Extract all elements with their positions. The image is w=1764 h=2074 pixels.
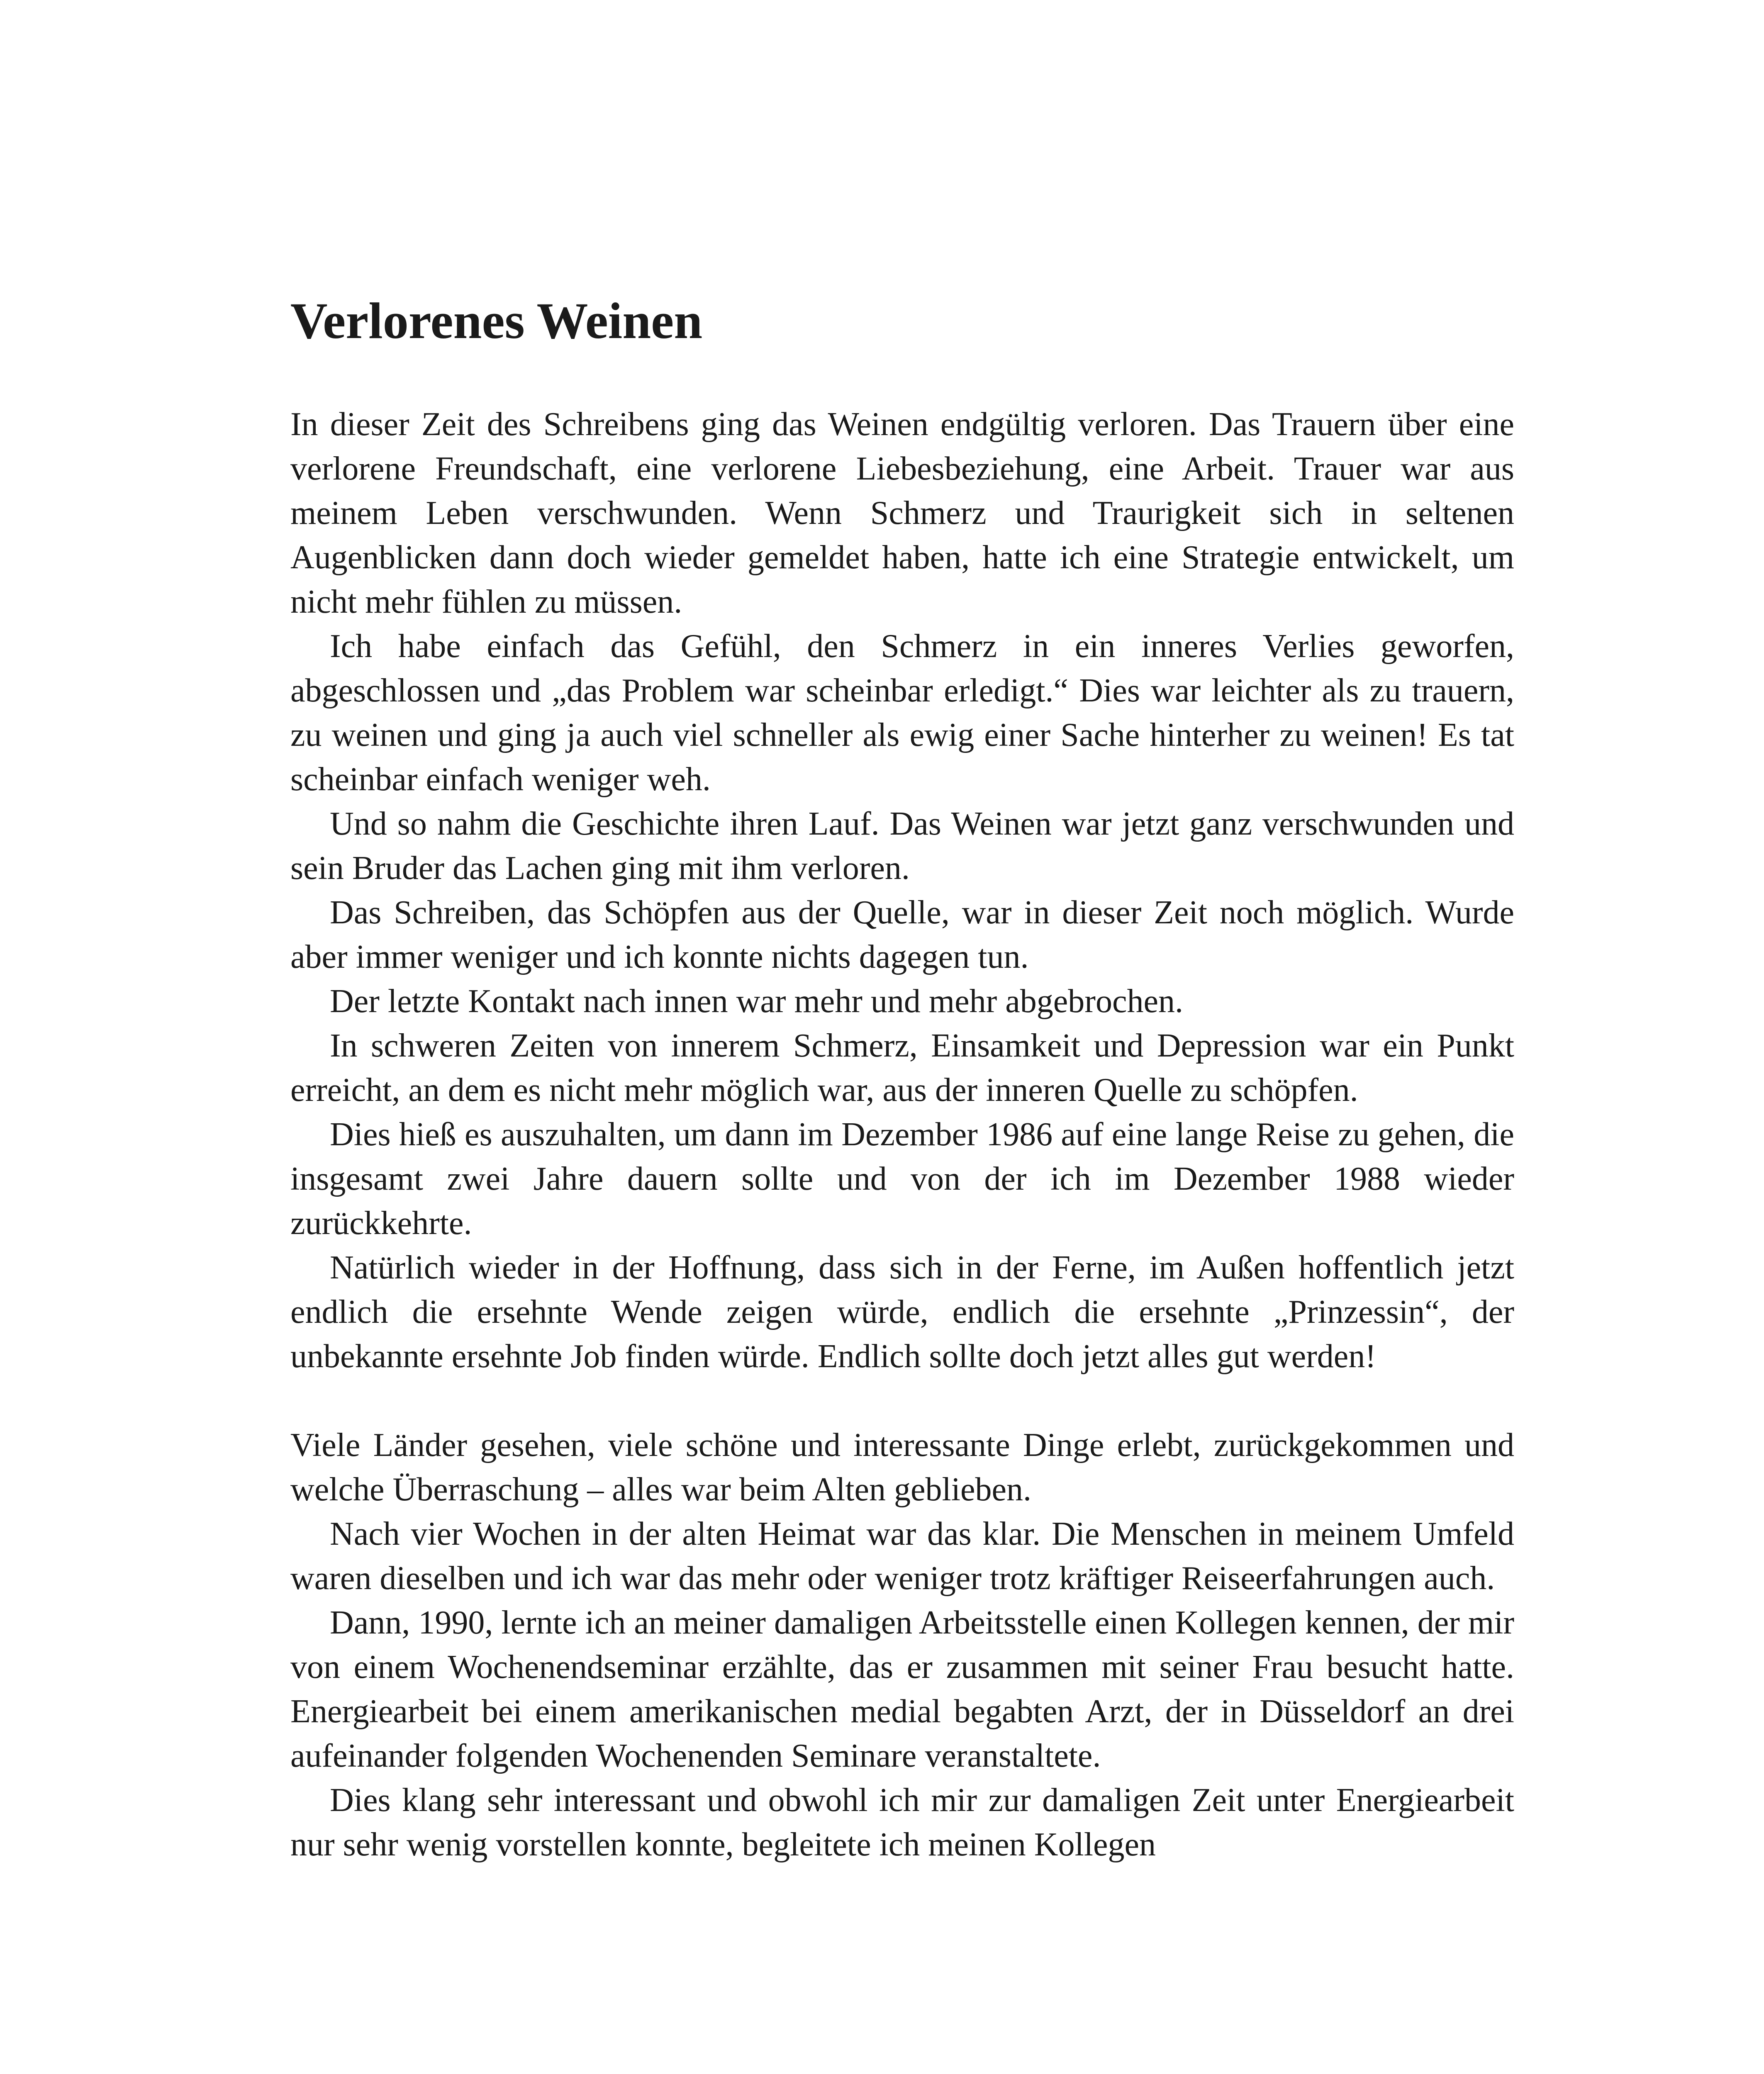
paragraph: Und so nahm die Geschichte ihren Lauf. Das Weinen war jetzt ganz verschwunden und sein Bruder das Lachen ging mit ihm verloren. [290, 806, 1514, 886]
section-break [290, 1379, 1514, 1423]
paragraph: Nach vier Wochen in der alten Heimat war das klar. Die Menschen in meinem Umfeld waren dieselben und ich war das mehr oder weniger trotz kräftiger Reiseerfahrungen auch. [290, 1516, 1514, 1597]
book-page [290, 0, 1514, 2074]
paragraph: Dies hieß es auszuhalten, um dann im Dezember 1986 auf eine lange Reise zu gehen, die insgesamt zwei Jahre dauern sollte und von der ich im Dezember 1988 wieder zurückkehrte. [290, 1116, 1514, 1241]
paragraph: In dieser Zeit des Schreibens ging das Weinen endgültig verloren. Das Trauern über eine verlorene Freundschaft, eine verlorene Liebesbeziehung, eine Arbeit. Trauer war aus meinem Leben verschwunden. Wenn Schmerz und Traurigkeit sich in seltenen Augenblicken dann doch wieder gemeldet haben, hatte ich eine Strategie entwickelt, um nicht mehr fühlen zu müssen. [290, 406, 1514, 620]
paragraph: Das Schreiben, das Schöpfen aus der Quelle, war in dieser Zeit noch möglich. Wurde aber immer weniger und ich konnte nichts dagegen tun. [290, 894, 1514, 975]
chapter-title: Verlorenes Weinen [290, 292, 703, 349]
paragraph: Dann, 1990, lernte ich an meiner damaligen Arbeitsstelle einen Kollegen kennen, der mir von einem Wochenendseminar erzählte, das er zusammen mit seiner Frau besucht hatte. Energiearbeit bei einem amerikanischen medial begabten Arzt, der in Düsseldorf an drei aufeinander folgenden Wochenenden Seminare veranstaltete. [290, 1604, 1514, 1774]
paragraph: Ich habe einfach das Gefühl, den Schmerz in ein inneres Verlies geworfen, abgeschlossen und „das Problem war scheinbar erledigt.“ Dies war leichter als zu trauern, zu weinen und ging ja auch viel schneller als ewig einer Sache hinterher zu weinen! Es tat scheinbar einfach weniger weh. [290, 628, 1514, 798]
body-text [290, 402, 1514, 1867]
paragraph: Der letzte Kontakt nach innen war mehr und mehr abgebrochen. [330, 983, 1183, 1020]
paragraph: Dies klang sehr interessant und obwohl ich mir zur damaligen Zeit unter Energiearbeit nur sehr wenig vorstellen konnte, begleitete ich meinen Kollegen [290, 1782, 1514, 1863]
paragraph: Natürlich wieder in der Hoffnung, dass sich in der Ferne, im Außen hoffentlich jetzt endlich die ersehnte Wende zeigen würde, endlich die ersehnte „Prinzessin“, der unbekannte ersehnte Job finden würde. Endlich sollte doch jetzt alles gut werden! [290, 1249, 1514, 1375]
paragraph: Viele Länder gesehen, viele schöne und interessante Dinge erlebt, zurückgekommen und welche Überraschung – alles war beim Alten geblieben. [290, 1427, 1514, 1508]
paragraph: In schweren Zeiten von innerem Schmerz, Einsamkeit und Depression war ein Punkt erreicht, an dem es nicht mehr möglich war, aus der inneren Quelle zu schöpfen. [290, 1027, 1514, 1108]
